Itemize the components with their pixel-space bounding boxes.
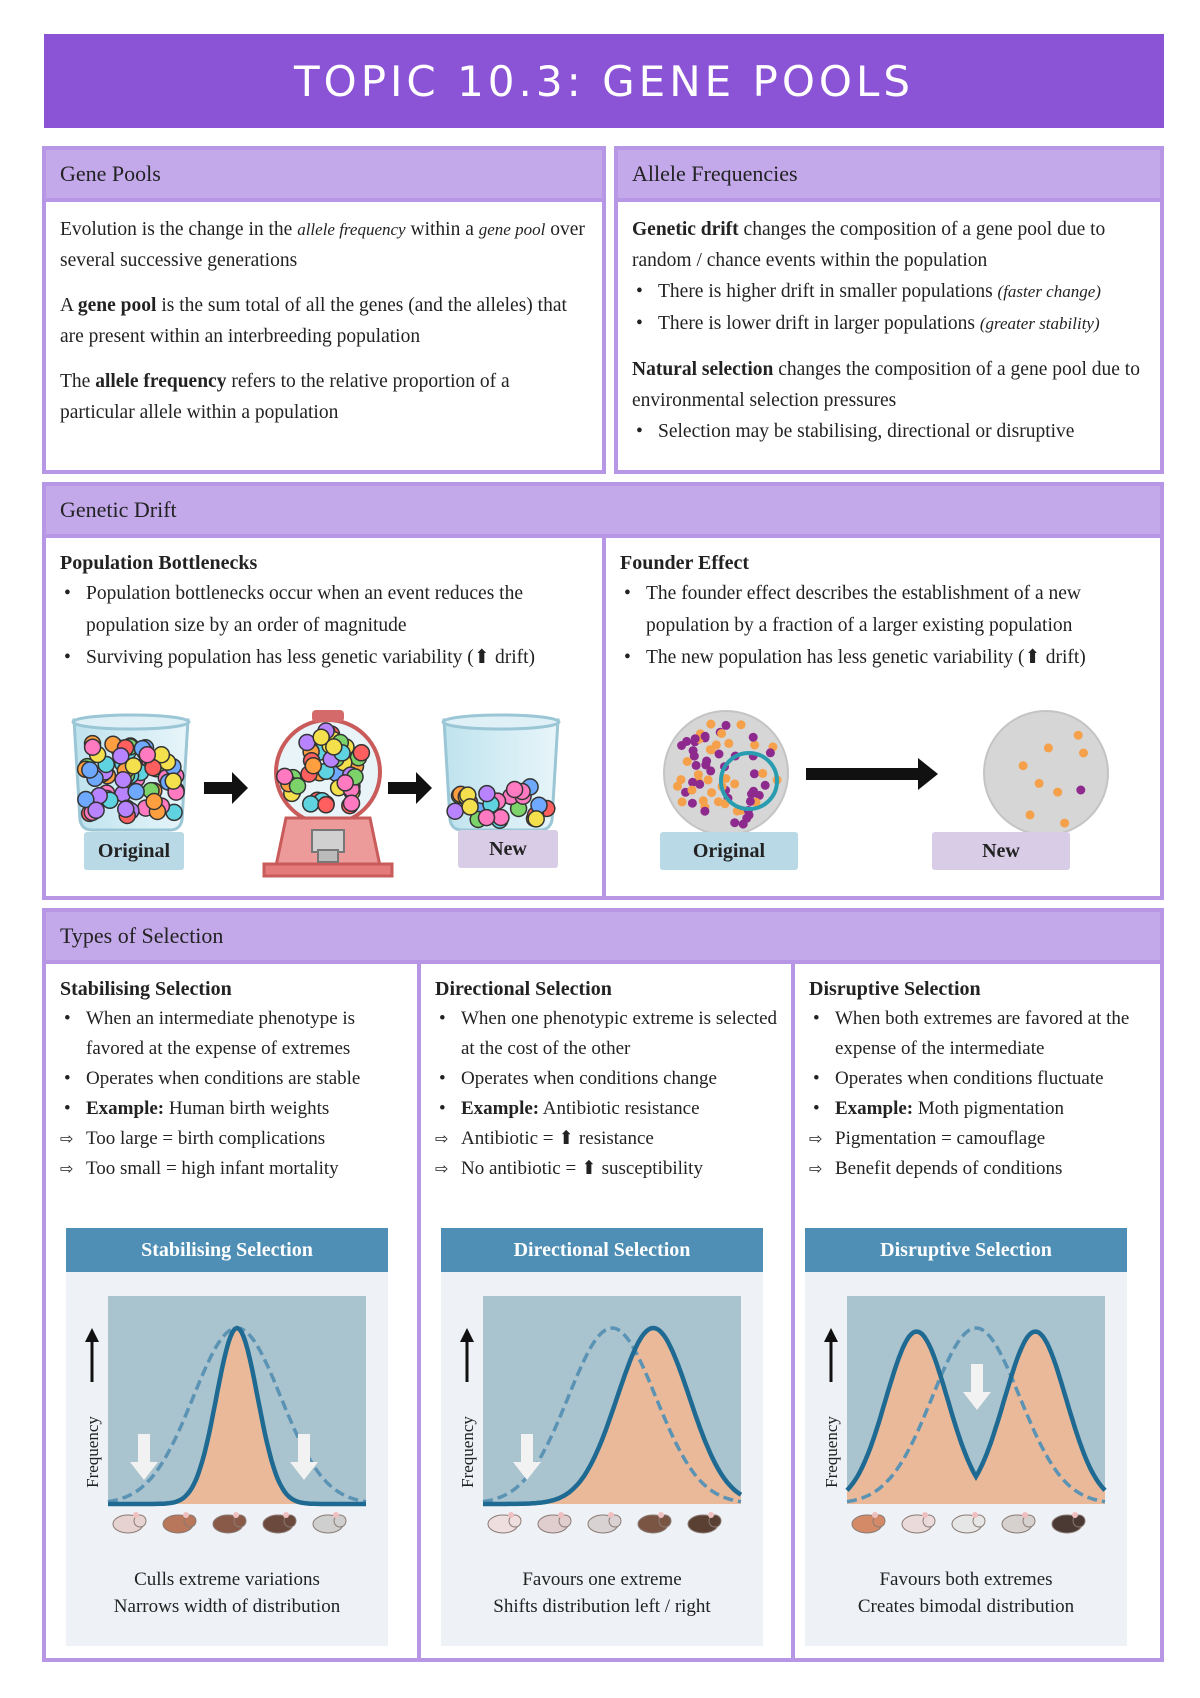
allele-dot-icon [688,778,697,787]
allele-dot-icon [1019,761,1028,770]
mouse-ear-icon [233,1512,239,1518]
disruptive-list [809,1004,1148,1124]
disruptive-section [795,964,1160,1658]
list-item: ⇨ Antibiotic = ⬆ resistance [435,1124,779,1154]
directional-chart-title: Directional Selection [441,1228,763,1272]
allele-frequencies-heading: Allele Frequencies [618,150,1160,202]
disruptive-chart [805,1228,1127,1646]
founder-title: Founder Effect [620,552,750,574]
allele-dot-icon [700,807,709,816]
allele-dot-icon [702,757,711,766]
list-item: ⇨ Too small = high infant mortality [60,1154,405,1184]
allele-dot-icon [712,740,721,749]
genetic-drift-panel [42,482,1164,900]
list-item: ⇨ Benefit depends of conditions [809,1154,1148,1184]
genetic-drift-text: Genetic drift changes the composition of a gene pool due to random / chance events within the population [632,219,1106,271]
allele-dot-icon [677,775,686,784]
directional-chart [441,1228,763,1646]
bottleneck-section [46,538,602,896]
y-axis-label: Frequency [458,1416,477,1488]
list-item: • The founder effect describes the establishment of a new population by a fraction of a larger existing population [620,578,1148,642]
gumball-icon [344,795,360,811]
mouse-ear-icon [972,1512,978,1518]
allele-dot-icon [758,769,767,778]
arrow-icon [388,772,432,804]
mouse-ear-icon [872,1512,878,1518]
gumball-icon [113,748,129,764]
list-item: • Operates when conditions fluctuate [809,1064,1148,1094]
list-item: • When one phenotypic extreme is selected at the cost of the other [435,1004,779,1064]
mouse-ear-icon [922,1512,928,1518]
beaker-icon [443,715,559,830]
list-item: • The new population has less genetic variability (⬆ drift) [620,642,1148,674]
arrow-icon [204,772,248,804]
allele-dot-icon [692,761,701,770]
list-item: • There is lower drift in larger populations (greater stability) [632,308,1146,340]
allele-dot-icon [750,769,759,778]
new-population-icon [984,711,1108,835]
gumball-icon [303,796,319,812]
gumball-icon [479,810,495,826]
directional-caption: Favours one extreme Shifts distribution left / right [493,1569,711,1617]
allele-dot-icon [688,799,697,808]
list-item: • When an intermediate phenotype is favored at the expense of extremes [60,1004,405,1064]
founder-section [606,538,1162,896]
stabilising-chart-title: Stabilising Selection [66,1228,388,1272]
gumball-icon [146,794,162,810]
allele-dot-icon [691,734,700,743]
gumball-icon [128,784,144,800]
allele-dot-icon [742,814,751,823]
y-axis-label: Frequency [83,1416,102,1488]
mouse-ear-icon [1072,1512,1078,1518]
allele-dot-icon [1079,749,1088,758]
allele-dot-icon [701,732,710,741]
disruptive-chart-title: Disruptive Selection [805,1228,1127,1272]
list-item: • Operates when conditions change [435,1064,779,1094]
allele-dot-icon [1053,788,1062,797]
gumball-icon [326,739,342,755]
evolution-definition: Evolution is the change in the allele frequency within a gene pool over several successive generations [60,219,585,271]
allele-dot-icon [706,720,715,729]
allele-dot-icon [730,779,739,788]
list-item: • Example: Moth pigmentation [809,1094,1148,1124]
drift-list [632,276,1146,340]
allele-frequencies-panel [614,146,1164,474]
gumball-icon [337,775,353,791]
allele-dot-icon [707,788,716,797]
allele-dot-icon [715,750,724,759]
list-item: • Population bottlenecks occur when an event reduces the population size by an order of magnitude [60,578,588,642]
gumball-icon [507,782,523,798]
allele-dot-icon [688,786,697,795]
gumball-machine-icon [264,710,392,876]
tag-new: New [932,832,1070,870]
tag-new: New [458,830,558,868]
tag-original: Original [84,832,184,870]
allele-dot-icon [1074,731,1083,740]
allele-dot-icon [714,797,723,806]
allele-frequency-definition: The allele frequency refers to the relative proportion of a particular allele within a population [60,371,510,423]
gumball-icon [82,762,98,778]
gumball-icon [139,747,155,763]
stabilising-title: Stabilising Selection [60,978,232,1000]
types-of-selection-heading: Types of Selection [46,912,1160,964]
allele-dot-icon [690,752,699,761]
arrow-icon [806,758,938,790]
allele-dot-icon [737,720,746,729]
disruptive-curve-plot [805,1272,1127,1562]
tag-original: Original [660,832,798,870]
gene-pool-definition: A gene pool is the sum total of all the genes (and the alleles) that are present within an interbreeding population [60,295,567,347]
allele-dot-icon [724,739,733,748]
gumball-icon [462,799,478,815]
gene-pools-panel [42,146,606,474]
types-of-selection-panel [42,908,1164,1662]
allele-dot-icon [1076,786,1085,795]
allele-dot-icon [1044,743,1053,752]
founder-list [620,578,1148,674]
list-item: ⇨ Pigmentation = camouflage [809,1124,1148,1154]
disruptive-title: Disruptive Selection [809,978,981,1000]
mouse-ear-icon [608,1512,614,1518]
stabilising-section [46,964,417,1658]
stabilising-list [60,1004,405,1124]
list-item: ⇨ Too large = birth complications [60,1124,405,1154]
directional-section [421,964,791,1658]
allele-dot-icon [750,741,759,750]
page-title: TOPIC 10.3: GENE POOLS [293,56,914,106]
gumball-icon [353,745,369,761]
arrow-head-icon [824,1328,838,1342]
founder-effect-illustration [656,708,1116,838]
allele-dot-icon [677,741,686,750]
list-item: • Example: Antibiotic resistance [435,1094,779,1124]
mouse-ear-icon [708,1512,714,1518]
title-bar [44,34,1164,128]
allele-dot-icon [683,757,692,766]
allele-dot-icon [761,781,770,790]
allele-dot-icon [704,775,713,784]
y-axis-label: Frequency [822,1416,841,1488]
gumball-icon [118,801,134,817]
allele-dot-icon [722,721,731,730]
beaker-icon [73,715,189,830]
allele-dot-icon [1035,779,1044,788]
arrow-head-icon [460,1328,474,1342]
allele-dot-icon [1060,819,1069,828]
list-item: • When both extremes are favored at the expense of the intermediate [809,1004,1148,1064]
allele-dot-icon [730,818,739,827]
directional-curve-plot [441,1272,763,1562]
allele-dot-icon [694,770,703,779]
gumball-icon [277,768,293,784]
list-item: • Example: Human birth weights [60,1094,405,1124]
gumball-icon [447,803,463,819]
gumball-icon [318,797,334,813]
directional-title: Directional Selection [435,978,612,1000]
gene-pools-heading: Gene Pools [46,150,602,202]
gumball-icon [479,786,495,802]
stabilising-curve-plot [66,1272,388,1562]
gumball-icon [85,739,101,755]
mouse-ear-icon [283,1512,289,1518]
arrow-head-icon [85,1328,99,1342]
list-item: • There is higher drift in smaller populations (faster change) [632,276,1146,308]
list-item: • Operates when conditions are stable [60,1064,405,1094]
gumball-icon [165,773,181,789]
bottleneck-list [60,578,588,674]
allele-dot-icon [749,733,758,742]
mouse-ear-icon [333,1512,339,1518]
mouse-ear-icon [558,1512,564,1518]
gumball-icon [305,758,321,774]
allele-dot-icon [1026,810,1035,819]
stabilising-chart [66,1228,388,1646]
allele-frequencies-body [618,202,1160,458]
directional-list [435,1004,779,1124]
mouse-ear-icon [508,1512,514,1518]
allele-dot-icon [678,797,687,806]
bottleneck-title: Population Bottlenecks [60,552,258,574]
gumball-icon [115,772,131,788]
genetic-drift-heading: Genetic Drift [46,486,1160,538]
directional-sublist [435,1124,779,1184]
disruptive-sublist [809,1124,1148,1184]
list-item: • Selection may be stabilising, directional or disruptive [632,416,1146,448]
mouse-ear-icon [658,1512,664,1518]
natural-selection-text: Natural selection changes the composition of a gene pool due to environmental selection pressures [632,359,1140,411]
allele-dot-icon [766,748,775,757]
selection-list [632,416,1146,448]
gene-pools-body [46,202,602,452]
stabilising-caption: Culls extreme variations Narrows width of distribution [113,1569,341,1617]
mouse-ear-icon [183,1512,189,1518]
allele-dot-icon [717,729,726,738]
list-item: • Surviving population has less genetic variability (⬆ drift) [60,642,588,674]
list-item: ⇨ No antibiotic = ⬆ susceptibility [435,1154,779,1184]
stabilising-sublist [60,1124,405,1184]
gumball-icon [528,811,544,827]
gumball-icon [88,802,104,818]
disruptive-caption: Favours both extremes Creates bimodal distribution [857,1569,1075,1617]
mouse-ear-icon [1022,1512,1028,1518]
allele-dot-icon [747,790,756,799]
mouse-ear-icon [133,1512,139,1518]
